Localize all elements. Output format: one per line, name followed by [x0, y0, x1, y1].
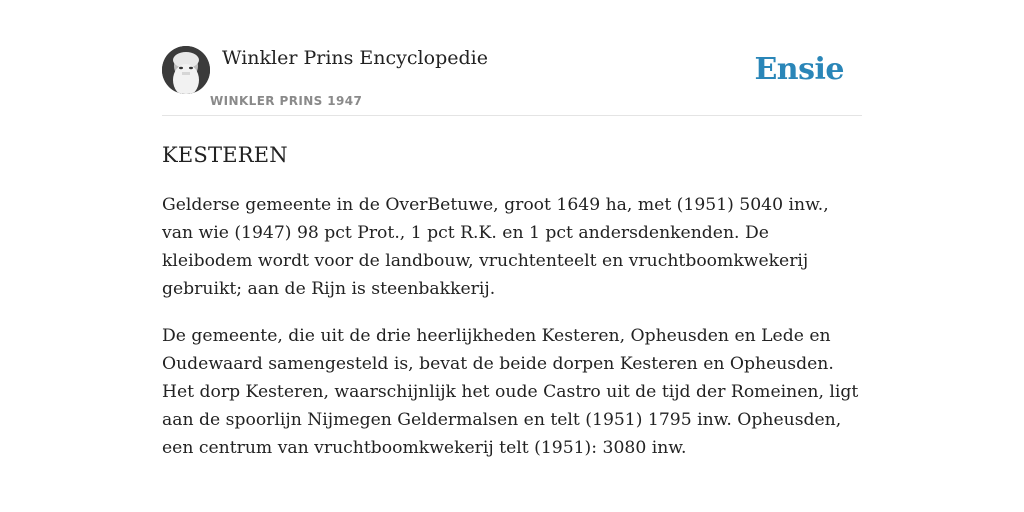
source-avatar[interactable] [162, 46, 210, 94]
page [162, 0, 862, 462]
source-title[interactable]: Winkler Prins Encyclopedie [222, 47, 488, 69]
source-subtitle: WINKLER PRINS 1947 [210, 94, 363, 108]
source-header [162, 46, 862, 116]
article-paragraph: Gelderse gemeente in de OverBetuwe, groot 1649 ha, met (1951) 5040 inw., van wie (1947) 98 pct Prot., 1 pct R.K. en 1 pct andersdenkenden. De kleibodem wordt voor de landbouw, vruchtenteelt en vruchtboomkwekerij gebruikt; aan de Rijn is steenbakkerij. [162, 195, 829, 299]
ensie-logo-link[interactable]: Ensie [754, 52, 844, 87]
portrait-avatar-icon [162, 46, 210, 94]
article-headword: KESTEREN [162, 143, 288, 167]
article-paragraph: De gemeente, die uit de drie heerlijkheden Kesteren, Opheusden en Lede en Oudewaard samengesteld is, bevat de beide dorpen Kesteren en Opheusden. Het dorp Kesteren, waarschijnlijk het oude Castro uit de tijd der Romeinen, ligt aan de spoorlijn Nijmegen Geldermalsen en telt (1951) 1795 inw. Opheusden, een centrum van vruchtboomkwekerij telt (1951): 3080 inw. [162, 326, 859, 458]
